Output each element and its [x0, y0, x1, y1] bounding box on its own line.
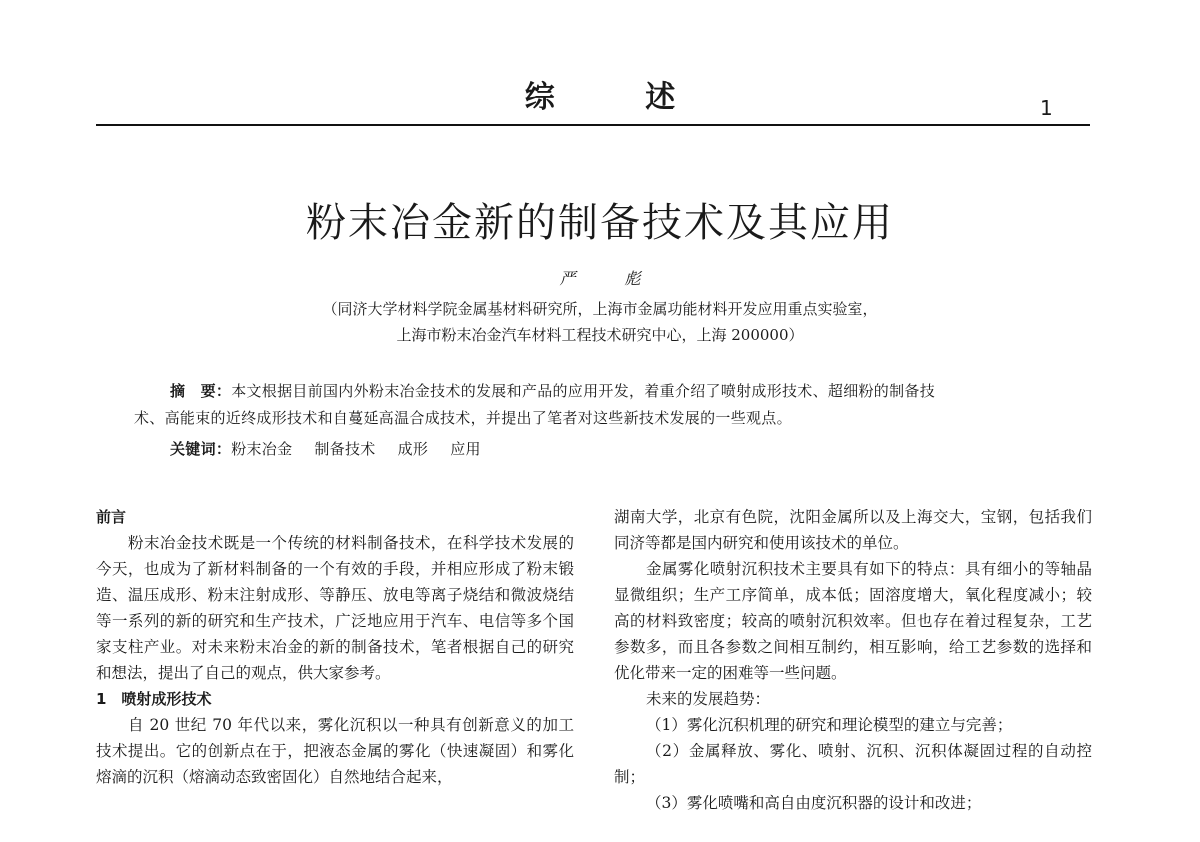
- keyword-item: 成形: [397, 440, 429, 458]
- trend-item-3: （3）雾化喷嘴和高自由度沉积器的设计和改进；: [646, 794, 982, 812]
- trend-item-1: （1）雾化沉积机理的研究和理论模型的建立与完善；: [646, 716, 1013, 734]
- abstract-line-1: [170, 380, 935, 401]
- author-name: 严 彪: [559, 269, 663, 288]
- page-number: 1: [1040, 96, 1053, 120]
- abstract-label: 摘 要：: [170, 382, 232, 400]
- heading-spray-forming: 1 喷射成形技术: [96, 690, 212, 708]
- abstract-text-1: 本文根据目前国内外粉末冶金技术的发展和产品的应用开发，着重介绍了喷射成形技术、超细粉的制备技: [231, 382, 936, 400]
- keyword-item: 制备技术: [314, 440, 376, 458]
- keywords-label: 关键词：: [170, 440, 232, 458]
- keyword-item: 粉末冶金: [231, 440, 293, 458]
- trend-item-2: （2）金属释放、雾化、喷射、沉积、沉积体凝固过程的自动控制；: [614, 742, 1092, 786]
- affiliation-line-1: （同济大学材料学院金属基材料研究所，上海市金属功能材料开发应用重点实验室，: [322, 300, 878, 318]
- left-column: [96, 504, 574, 790]
- keyword-item: 应用: [450, 440, 481, 458]
- paragraph-institutions: 湖南大学，北京有色院，沈阳金属所以及上海交大，宝钢，包括我们同济等都是国内研究和使用该技术的单位。: [614, 508, 1092, 552]
- paragraph-preface: 粉末冶金技术既是一个传统的材料制备技术，在科学技术发展的今天，也成为了新材料制备的一个有效的手段，并相应形成了粉末锻造、温压成形、粉末注射成形、等静压、放电等离子烧结和微波烧结等一系列的新的研究和生产技术，广泛地应用于汽车、电信等多个国家支柱产业。对未来粉末冶金的新的制备技术，笔者根据自己的研究和想法，提出了自己的观点，供大家参考。: [96, 534, 574, 682]
- abstract-text-2: 术、高能束的近终成形技术和自蔓延高温合成技术，并提出了笔者对这些新技术发展的一些观点。: [134, 409, 792, 427]
- right-column: [614, 504, 1092, 816]
- paragraph-spray-forming: 自 20 世纪 70 年代以来，雾化沉积以一种具有创新意义的加工技术提出。它的创新点在于，把液态金属的雾化（快速凝固）和雾化熔滴的沉积（熔滴动态致密固化）自然地结合起来，: [96, 716, 574, 786]
- paragraph-features: 金属雾化喷射沉积技术主要具有如下的特点：具有细小的等轴晶显微组织；生产工序简单，成本低；固溶度增大，氧化程度减小；较高的材料致密度；较高的喷射沉积效率。但也存在着过程复杂，工艺参数多，而且各参数之间相互制约，相互影响，给工艺参数的选择和优化带来一定的困难等一些问题。: [614, 560, 1092, 682]
- affiliation-line-2: 上海市粉末冶金汽车材料工程技术研究中心，上海 200000）: [396, 326, 804, 344]
- header-rule: [96, 124, 1090, 126]
- paper-title: 粉末冶金新的制备技术及其应用: [306, 200, 894, 246]
- section-header: 综 述: [524, 80, 716, 115]
- heading-preface: 前言: [96, 508, 127, 526]
- paragraph-trends: 未来的发展趋势：: [646, 690, 771, 708]
- keywords: [170, 438, 503, 459]
